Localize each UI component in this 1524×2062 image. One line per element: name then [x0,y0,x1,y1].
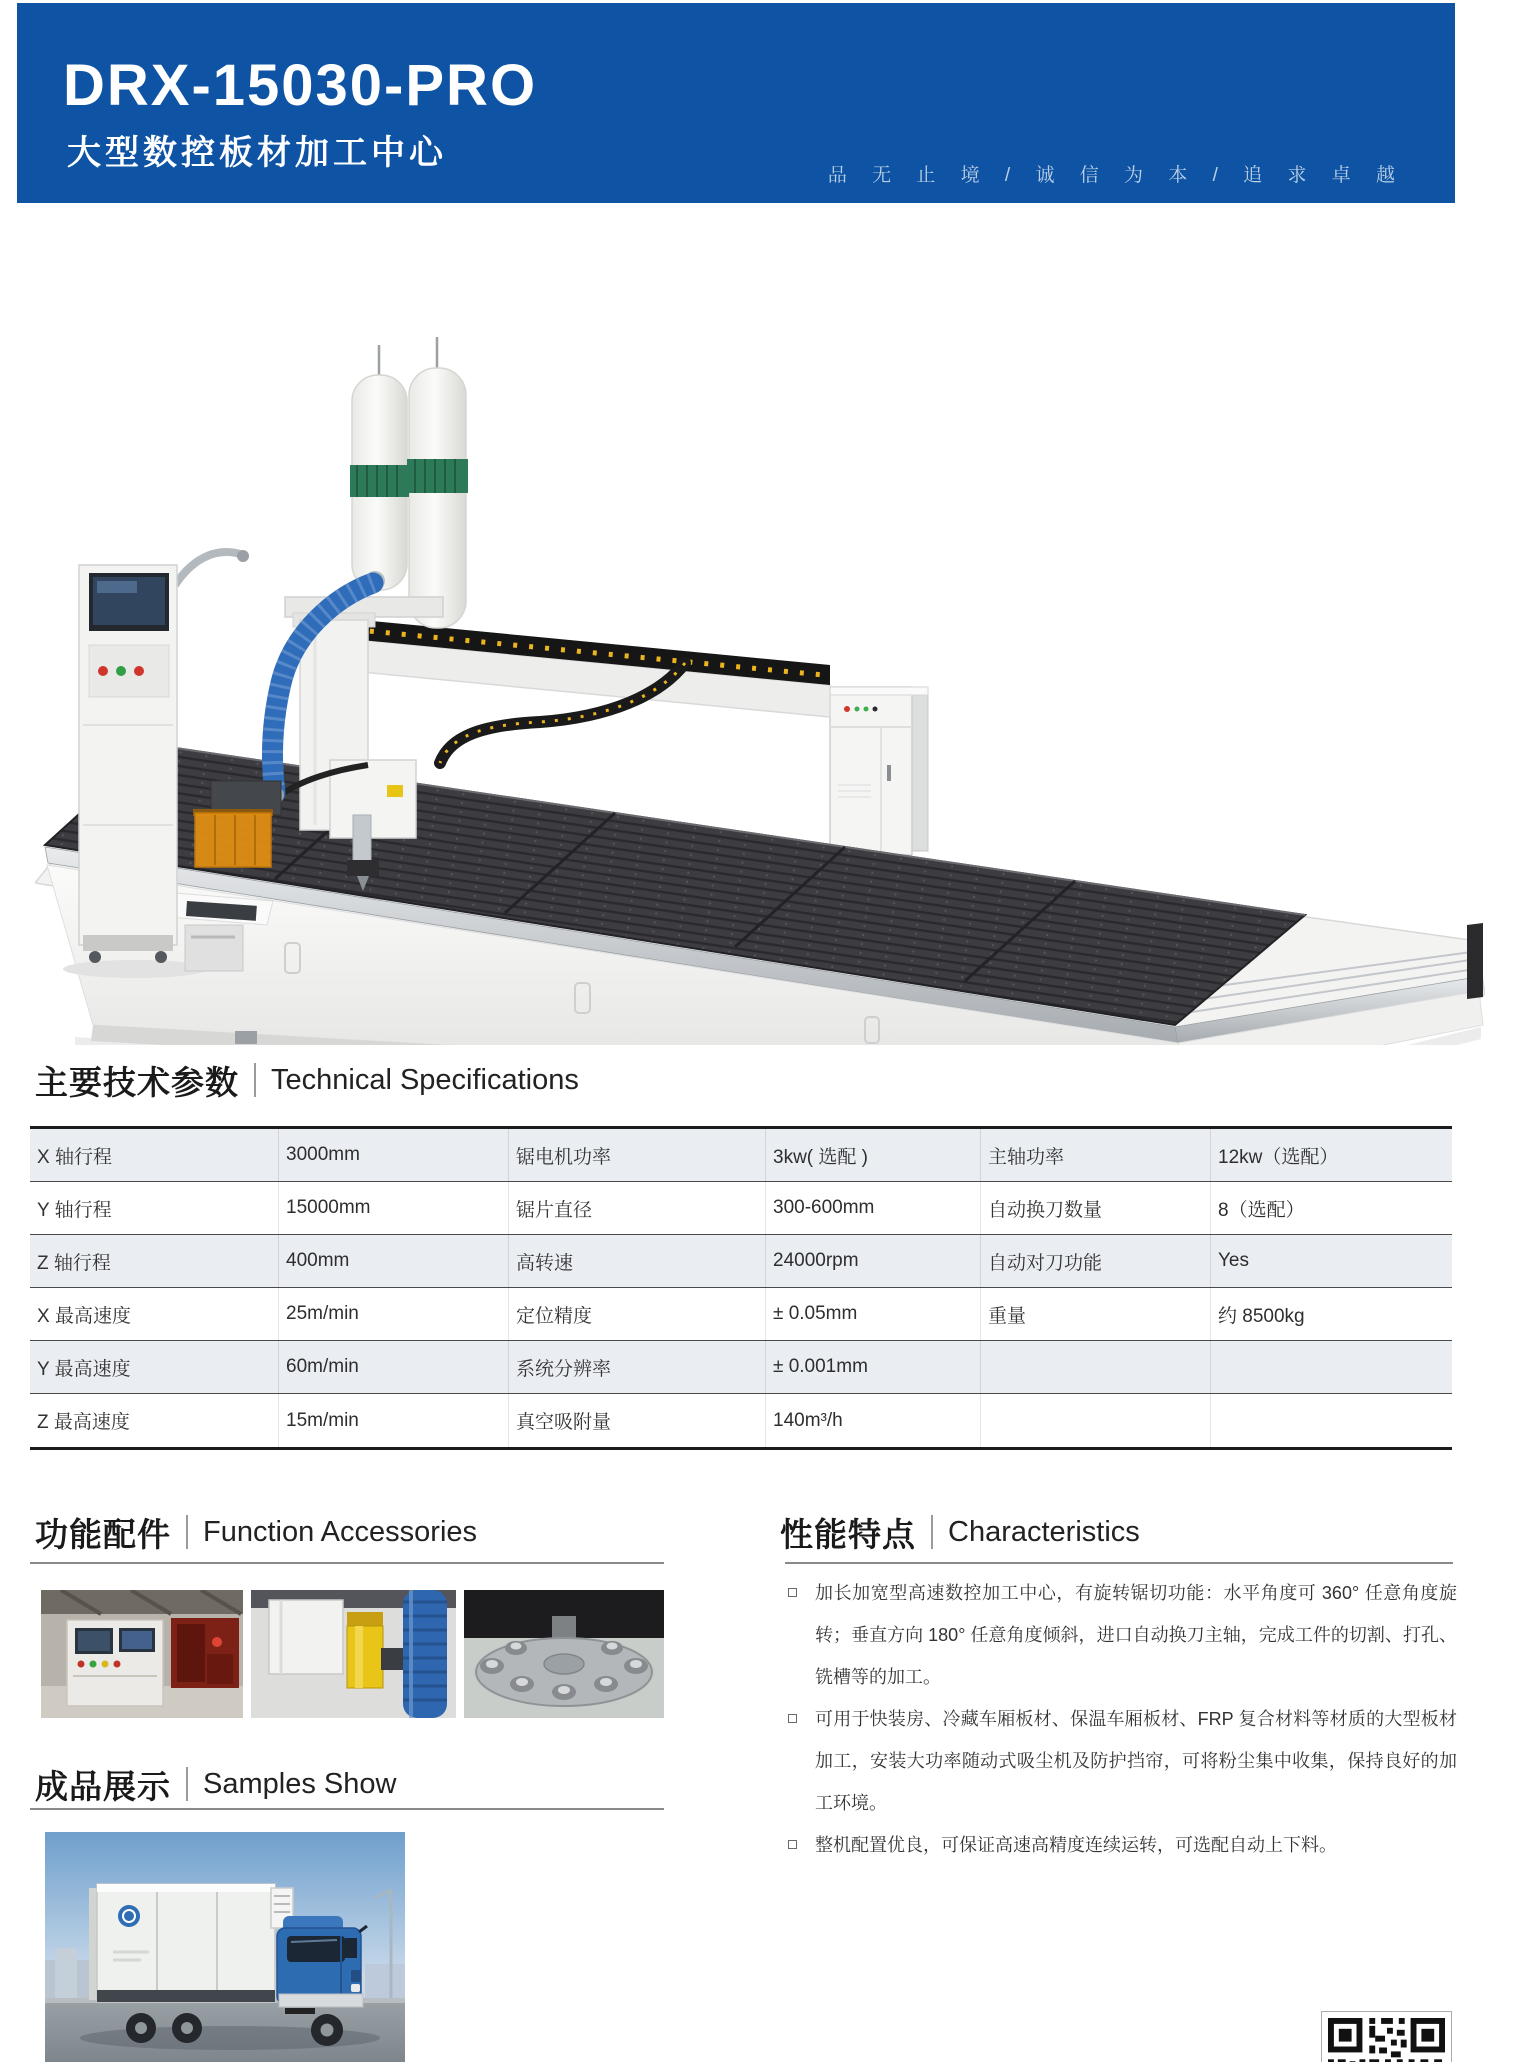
product-subtitle: 大型数控板材加工中心 [67,134,447,172]
section-rule [30,1562,664,1564]
spec-value: 300-600mm [765,1182,980,1234]
spec-label: 自动对刀功能 [980,1235,1210,1287]
characteristic-text: 整机配置优良，可保证高速高精度连续运转，可选配自动上下料。 [815,1835,1337,1855]
spec-value: ± 0.001mm [765,1341,980,1393]
samples-title-en: Samples Show [203,1767,397,1800]
spec-value: 140m³/h [765,1394,980,1447]
specs-title-en: Technical Specifications [271,1063,579,1096]
product-model-title: DRX-15030-PRO [63,53,538,118]
spec-label: 高转速 [508,1235,765,1287]
section-rule [30,1808,664,1810]
spec-label: 重量 [980,1288,1210,1340]
spec-label: 主轴功率 [980,1129,1210,1181]
spec-value: 400mm [278,1235,508,1287]
spec-value: 15m/min [278,1394,508,1447]
spec-value: 约 8500kg [1210,1288,1452,1340]
brand-slogan: 品 无 止 境 / 诚 信 为 本 / 追 求 卓 越 [827,165,1405,186]
spec-label: 锯片直径 [508,1182,765,1234]
list-item [785,1698,1457,1824]
table-row [30,1341,1452,1394]
spec-label: Z 最高速度 [37,1412,130,1433]
square-bullet-icon [788,1714,797,1723]
spec-value: 25m/min [278,1288,508,1340]
spec-label: Y 轴行程 [37,1199,112,1221]
title-divider [931,1515,933,1549]
samples-section-title [35,1762,396,1806]
characteristics-list [785,1572,1457,1866]
accessory-photo-console [41,1590,243,1718]
spec-value: Yes [1210,1235,1452,1287]
characteristics-title-zh: 性能特点 [780,1515,916,1553]
spec-label [980,1394,1210,1447]
accessories-title-zh: 功能配件 [35,1515,171,1553]
samples-title-zh: 成品展示 [35,1767,171,1805]
sample-truck-photo [45,1832,405,2062]
specs-section-title [35,1058,579,1102]
characteristic-text: 加长加宽型高速数控加工中心，有旋转锯切功能：水平角度可 360° 任意角度旋转；垂直方向 180° 任意角度倾斜，进口自动换刀主轴，完成工件的切割、打孔、铣槽等的加工。 [815,1583,1457,1687]
spec-label: 定位精度 [508,1288,765,1340]
header-banner [17,3,1455,203]
spec-label: 锯电机功率 [508,1129,765,1181]
accessory-photo-spindle [251,1590,456,1718]
accessory-photos [41,1590,664,1718]
spec-value: ± 0.05mm [765,1288,980,1340]
table-row [30,1235,1452,1288]
accessories-section-title [35,1510,477,1554]
accessories-title-en: Function Accessories [203,1515,478,1548]
table-row [30,1288,1452,1341]
specs-title-zh: 主要技术参数 [35,1063,239,1101]
spec-label [980,1341,1210,1393]
square-bullet-icon [788,1840,797,1849]
square-bullet-icon [788,1588,797,1597]
characteristics-section-title [780,1510,1140,1554]
spec-value: 12kw（选配） [1210,1129,1452,1181]
list-item [785,1824,1457,1866]
spec-label: 真空吸附量 [508,1394,765,1447]
accessory-photo-toolchanger [464,1590,664,1718]
spec-value: 24000rpm [765,1235,980,1287]
spec-table [30,1126,1452,1450]
spec-label: Z 轴行程 [37,1252,111,1274]
title-divider [186,1767,188,1801]
spec-value [1210,1394,1452,1447]
machine-photo [35,225,1485,1045]
spec-label: Y 最高速度 [37,1358,131,1380]
title-divider [186,1515,188,1549]
spec-value: 15000mm [278,1182,508,1234]
list-item [785,1572,1457,1698]
spec-value: 3kw( 选配 ) [765,1129,980,1181]
characteristics-title-en: Characteristics [948,1515,1140,1548]
table-row [30,1129,1452,1182]
qr-code [1321,2011,1452,2062]
characteristic-text: 可用于快装房、冷藏车厢板材、保温车厢板材、FRP 复合材料等材质的大型板材加工，安装大功率随动式吸尘机及防护挡帘，可将粉尘集中收集，保持良好的加工环境。 [815,1709,1457,1813]
table-row [30,1394,1452,1447]
spec-label: X 轴行程 [37,1146,112,1168]
section-rule [785,1562,1453,1564]
spec-label: X 最高速度 [37,1305,131,1327]
spec-label: 系统分辨率 [508,1341,765,1393]
spec-label: 自动换刀数量 [980,1182,1210,1234]
table-row [30,1182,1452,1235]
spec-value: 8（选配） [1210,1182,1452,1234]
title-divider [254,1063,256,1097]
spec-value [1210,1341,1452,1393]
spec-value: 3000mm [278,1129,508,1181]
spec-value: 60m/min [278,1341,508,1393]
